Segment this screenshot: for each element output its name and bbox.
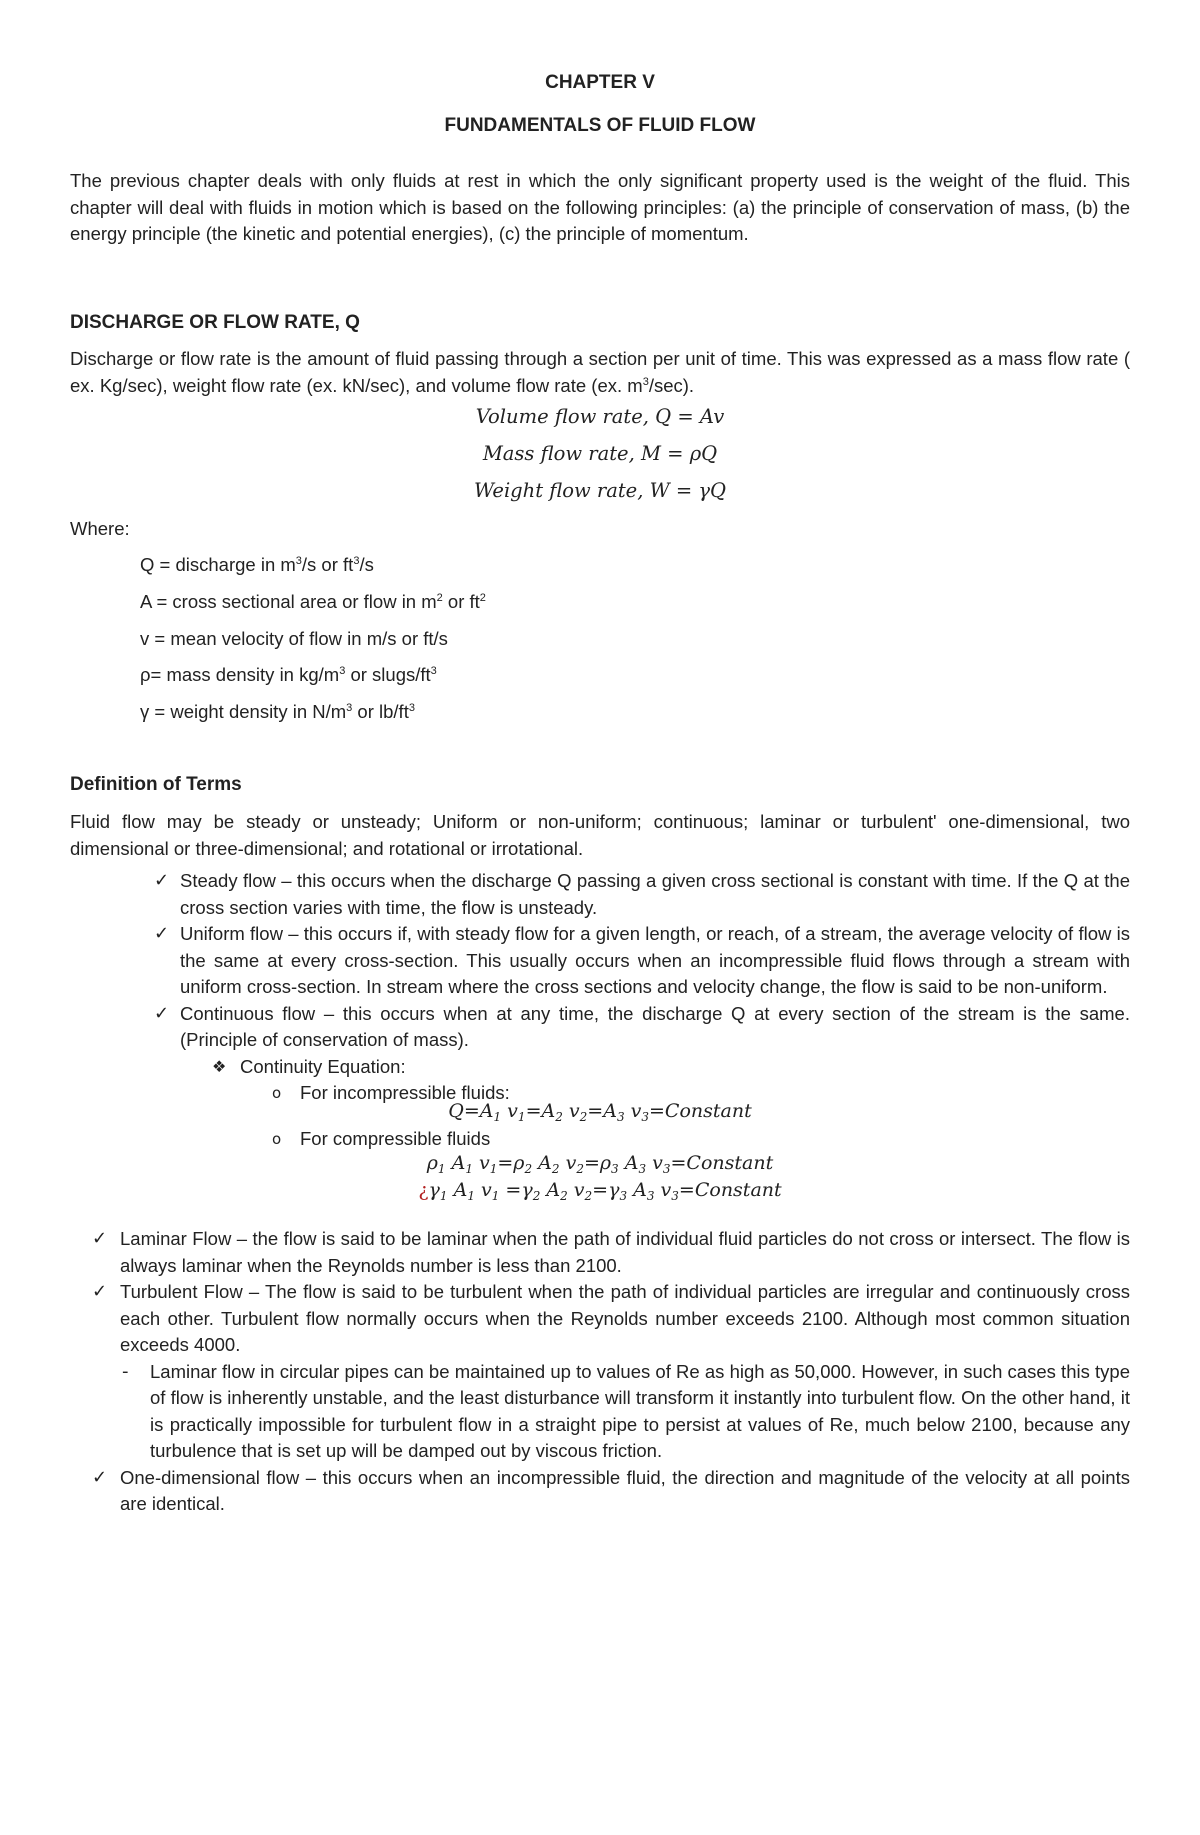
where-a: A = cross sectional area or flow in $m^2$ or $ft^2$ bbox=[140, 591, 486, 612]
incompressible-row: o For incompressible fluids: bbox=[300, 1080, 1130, 1107]
continuity-label-row bbox=[212, 1054, 1130, 1081]
where-rho: ρ= mass density in $kg/m^3$ or slugs/$ft^3$ bbox=[140, 664, 437, 685]
intro-paragraph: The previous chapter deals with only fluids at rest in which the only significant property used is the weight of the fluid. This chapter will deal with fluids in motion which is based on the following principles: (a) the principle of conservation of mass, (b) the energy principle (the kinetic and potential energies), (c) the principle of momentum. bbox=[70, 170, 1130, 244]
where-gamma: γ = weight density in $N/m^3$ or $lb/ft^3$ bbox=[140, 701, 415, 722]
formula-weight-flow: Weight flow rate, W = γQ bbox=[473, 479, 727, 502]
checkmark-icon: ✓ bbox=[92, 1466, 108, 1488]
flow-regime-list bbox=[92, 1226, 1130, 1518]
circle-bullet-icon: o bbox=[272, 1130, 282, 1148]
diamond-bullet-icon: ❖ bbox=[212, 1056, 227, 1076]
checkmark-icon: ✓ bbox=[92, 1228, 108, 1249]
where-label: Where: bbox=[70, 518, 130, 539]
stray-character: ¿ bbox=[418, 1179, 429, 1201]
dash-bullet-icon: - bbox=[122, 1360, 129, 1382]
equation-compressible-gamma: ¿$\gamma_1$ $A_1$ $v_1 =\gamma_2$ $A_2$ $v_2=\gamma_3$ $A_3$ $v_3=Constant$ bbox=[418, 1179, 782, 1203]
flow-types-list bbox=[154, 868, 1130, 1107]
checkmark-icon: ✓ bbox=[154, 923, 170, 944]
chapter-subtitle: FUNDAMENTALS OF FLUID FLOW bbox=[444, 115, 756, 136]
equation-incompressible: $Q=A_1$ $v_1=A_2$ $v_2=A_3$ $v_3=Constant$ bbox=[448, 1100, 752, 1124]
checkmark-icon: ✓ bbox=[92, 1281, 108, 1302]
compressible-row: o For compressible fluids bbox=[300, 1126, 490, 1153]
circle-bullet-icon: o bbox=[272, 1084, 282, 1102]
formula-volume-flow: Volume flow rate, Q = Av bbox=[475, 405, 725, 428]
section-heading-discharge: DISCHARGE OR FLOW RATE, Q bbox=[70, 312, 360, 333]
equation-compressible-rho: $\rho_1$ $A_1$ $v_1=\rho_2$ $A_2$ $v_2=\rho_3$ $A_3$ $v_3=Constant$ bbox=[426, 1152, 774, 1176]
terms-intro-paragraph: Fluid flow may be steady or unsteady; Uniform or non-uniform; continuous; laminar or turbulent' one-dimensional, two dimensional or three-dimensional; and rotational or irrotational. bbox=[70, 811, 1130, 859]
checkmark-icon: ✓ bbox=[154, 870, 170, 891]
formula-mass-flow: Mass flow rate, M = ρQ bbox=[482, 442, 718, 465]
continuity-label: Continuity Equation: bbox=[240, 1055, 406, 1077]
list-item-continuous: ✓ Continuous flow – this occurs when at any time, the discharge Q at every section of the stream is the same. (Principle of conservation of mass). ❖ Continuity Equation: o For incompressible fluids: bbox=[180, 1001, 1130, 1107]
turbulent-note: - Laminar flow in circular pipes can be maintained up to values of Re as high as 50,000. However, in such cases this type of flow is inherently unstable, and the least disturbance will transform it instantly into turbulent flow. On the other hand, it is practically impossible for turbulent flow in a straight pipe to persist at values of Re, much below 2100, because any turbulence that is set up will be damped out by viscous friction. bbox=[122, 1360, 1130, 1461]
section-heading-terms: Definition of Terms bbox=[70, 774, 242, 795]
where-q: Q = discharge in $m^3/s$ or $ft^3/s$ bbox=[140, 554, 374, 575]
chapter-title: CHAPTER V bbox=[545, 72, 655, 93]
checkmark-icon: ✓ bbox=[154, 1002, 170, 1024]
discharge-paragraph: Discharge or flow rate is the amount of fluid passing through a section per unit of time. This was expressed as a mass flow rate ( ex. Kg/sec), weight flow rate (ex. kN/sec), and volume flow rate (ex. $m^3/\sec$). bbox=[70, 348, 1130, 396]
list-item-one-dimensional: ✓ One-dimensional flow – this occurs when an incompressible fluid, the direction and magnitude of the velocity at all points are identical. bbox=[92, 1466, 1130, 1514]
list-item-laminar: ✓ Laminar Flow – the flow is said to be laminar when the path of individual fluid particles do not cross or intersect. The flow is always laminar when the Reynolds number is less than 2100. bbox=[92, 1228, 1130, 1276]
where-v: v = mean velocity of flow in m/s or ft/s bbox=[140, 628, 448, 649]
list-item-steady: ✓ Steady flow – this occurs when the discharge Q passing a given cross sectional is constant with time. If the Q at the cross section varies with time, the flow is unsteady. bbox=[154, 870, 1130, 918]
list-item-turbulent: ✓ Turbulent Flow – The flow is said to be turbulent when the path of individual particles are irregular and continuously cross each other. Turbulent flow normally occurs when the Reynolds number exceeds 2100. Although most common situation exceeds 4000. - Laminar flow in circular pipes can be maintained up to values of Re as high as 50,000. However, in such cases this type of flow is inherently unstable, and the least disturbance will transform it instantly into turbulent flow. On the other hand, it is practically impossible for turbulent flow in a straight pipe to persist at values of Re, much below 2100, because any turbulence that is set up will be damped out by viscous friction. bbox=[120, 1279, 1130, 1465]
list-item-uniform: ✓ Uniform flow – this occurs if, with steady flow for a given length, or reach, of a stream, the average velocity of flow is the same at every cross-section. This usually occurs when an incompressible fluid flows through a stream with uniform cross-section. In stream where the cross sections and velocity change, the flow is said to be non-uniform. bbox=[154, 923, 1130, 997]
